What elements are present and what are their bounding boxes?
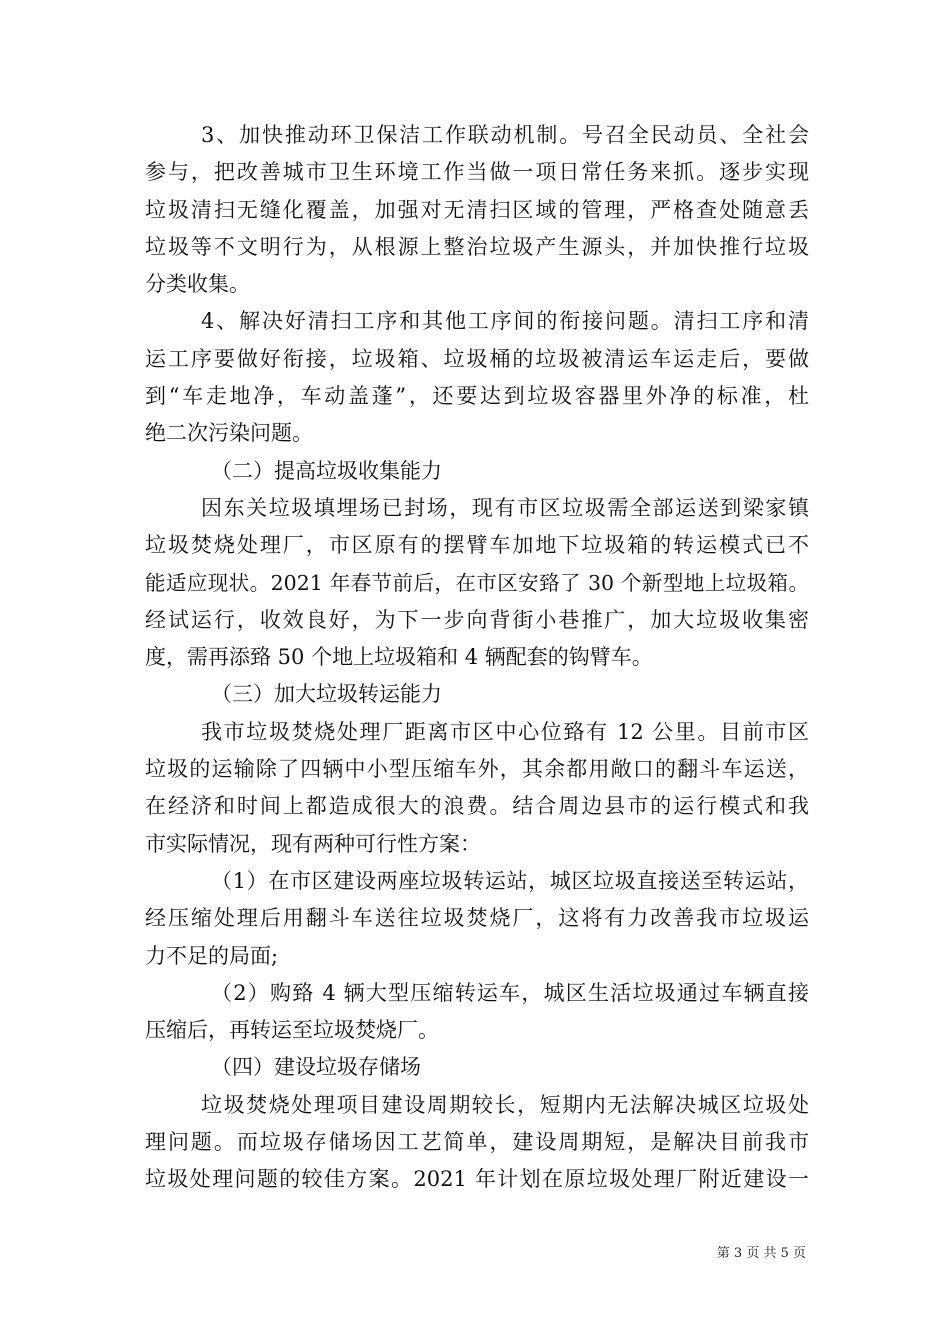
text-line: （2）购臵 4 辆大型压缩转运车，城区生活垃圾通过车辆直接 bbox=[211, 980, 809, 1005]
paragraph-4 bbox=[145, 303, 809, 452]
text-line: 垃圾清扫无缝化覆盖，加强对无清扫区域的管理，严格查处随意丢 bbox=[145, 197, 809, 222]
text-line: 到“车走地净，车动盖蓬”，还要达到垃圾容器里外净的标准，杜 bbox=[145, 384, 809, 409]
text-line: 垃圾等不文明行为，从根源上整治垃圾产生源头，并加快推行垃圾 bbox=[145, 234, 809, 259]
text-line: （1）在市区建设两座垃圾转运站，城区垃圾直接送至转运站， bbox=[211, 868, 809, 893]
text-line: 绝二次污染问题。 bbox=[145, 421, 313, 446]
paragraph-3 bbox=[145, 117, 809, 303]
paragraph-storage bbox=[145, 1087, 809, 1199]
document-body bbox=[145, 117, 809, 1199]
page-number-footer: 第 3 页 共 5 页 bbox=[716, 1246, 806, 1261]
text-line: 市实际情况，现有两种可行性方案： bbox=[145, 831, 481, 856]
text-line: 参与，把改善城市卫生环境工作当做一项日常任务来抓。逐步实现 bbox=[145, 160, 809, 185]
paragraph-option-2 bbox=[145, 975, 809, 1050]
section-heading-2: （二）提高垃圾收集能力 bbox=[211, 458, 442, 483]
text-line: 在经济和时间上都造成很大的浪费。结合周边县市的运行模式和我 bbox=[145, 794, 809, 819]
text-line: 因东关垃圾填埋场已封场，现有市区垃圾需全部运送到梁家镇 bbox=[201, 495, 809, 520]
text-line: 垃圾的运输除了四辆中小型压缩车外，其余都用敞口的翻斗车运送， bbox=[145, 757, 809, 782]
paragraph-transfer bbox=[145, 714, 809, 863]
text-line: 垃圾焚烧处理厂，市区原有的摆臂车加地下垃圾箱的转运模式已不 bbox=[145, 533, 809, 558]
text-line: 经试运行，收效良好，为下一步向背街小巷推广，加大垃圾收集密 bbox=[145, 607, 809, 632]
text-line: 4、解决好清扫工序和其他工序间的衔接问题。清扫工序和清 bbox=[201, 309, 809, 334]
section-heading-4: （四）建设垃圾存储场 bbox=[211, 1055, 421, 1080]
text-line: 运工序要做好衔接，垃圾箱、垃圾桶的垃圾被清运车运走后，要做 bbox=[145, 346, 809, 371]
text-line: 度，需再添臵 50 个地上垃圾箱和 4 辆配套的钩臂车。 bbox=[145, 645, 653, 670]
text-line: 3、加快推动环卫保洁工作联动机制。号召全民动员、全社会 bbox=[201, 123, 809, 147]
text-line: 能适应现状。2021 年春节前后，在市区安臵了 30 个新型地上垃圾箱。 bbox=[145, 570, 809, 595]
text-line: 分类收集。 bbox=[145, 272, 250, 297]
text-line: 我市垃圾焚烧处理厂距离市区中心位臵有 12 公里。目前市区 bbox=[201, 719, 809, 744]
text-line: 理问题。而垃圾存储场因工艺简单，建设周期短，是解决目前我市 bbox=[145, 1130, 809, 1155]
paragraph-collection bbox=[145, 490, 809, 676]
text-line: 垃圾焚烧处理项目建设周期较长，短期内无法解决城区垃圾处 bbox=[201, 1092, 809, 1117]
paragraph-option-1 bbox=[145, 863, 809, 975]
text-line: 经压缩处理后用翻斗车送往垃圾焚烧厂，这将有力改善我市垃圾运 bbox=[145, 906, 809, 931]
text-line: 垃圾处理问题的较佳方案。2021 年计划在原垃圾处理厂附近建设一 bbox=[145, 1167, 809, 1192]
text-line: 压缩后，再转运至垃圾焚烧厂。 bbox=[145, 1018, 439, 1043]
section-heading-3: （三）加大垃圾转运能力 bbox=[211, 682, 442, 707]
text-line: 力不足的局面; bbox=[145, 943, 279, 968]
